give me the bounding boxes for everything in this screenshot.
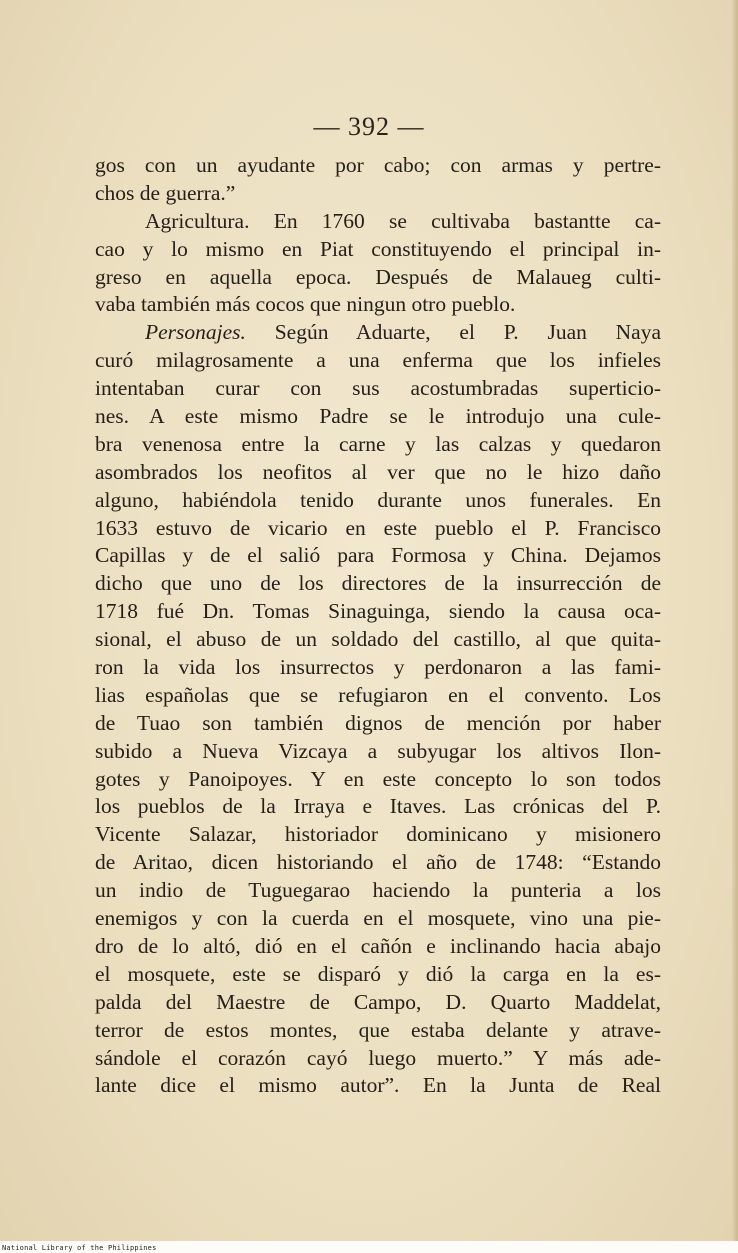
text-line (95, 208, 661, 236)
text-line (95, 1017, 661, 1045)
text-line (95, 654, 661, 682)
line-text: curó milagrosamente a una enferma que los infieles (95, 348, 661, 373)
text-line (95, 347, 661, 375)
text-line (95, 1045, 661, 1073)
body-text (95, 152, 661, 1100)
text-line (95, 570, 661, 598)
text-line (95, 542, 661, 570)
text-line (95, 431, 661, 459)
line-text: dro de lo altó, dió en el cañón e inclinando hacia abajo (95, 933, 661, 958)
text-line (95, 319, 661, 347)
page-number: — 392 — (313, 112, 425, 141)
line-text: lias españolas que se refugiaron en el convento. Los (95, 682, 661, 707)
line-text: subido a Nueva Vizcaya a subyugar los altivos Ilon- (95, 738, 661, 763)
line-text: Agricultura. En 1760 se cultivaba bastantte ca- (145, 208, 661, 233)
text-line (95, 682, 661, 710)
text-line (95, 961, 661, 989)
line-text: Capillas y de el salió para Formosa y China. Dejamos (95, 543, 661, 568)
line-text: gos con un ayudante por cabo; con armas y pertre- (95, 153, 661, 177)
text-line (95, 626, 661, 654)
line-text: cao y lo mismo en Piat constituyendo el principal in- (95, 236, 661, 261)
line-text: los pueblos de la Irraya e Itaves. Las crónicas del P. (95, 794, 661, 819)
text-line (95, 598, 661, 626)
text-line (95, 236, 661, 264)
line-text: greso en aquella epoca. Después de Malaueg culti- (95, 264, 661, 289)
text-line (95, 989, 661, 1017)
line-text: dicho que uno de los directores de la insurrección de (95, 571, 661, 596)
text-line (95, 710, 661, 738)
line-text: un indio de Tuguegarao haciendo la punteria a los (95, 878, 661, 903)
text-line (95, 291, 661, 319)
text-line (95, 487, 661, 515)
line-text: 1633 estuvo de vicario en este pueblo el P. Francisco (95, 515, 661, 540)
text-line (95, 1072, 661, 1100)
line-text: bra venenosa entre la carne y las calzas y quedaron (95, 431, 661, 456)
text-line (95, 877, 661, 905)
line-text: terror de estos montes, que estaba delante y atrave- (95, 1017, 661, 1042)
text-line (95, 849, 661, 877)
line-text: intentaban curar con sus acostumbradas superticio- (95, 376, 661, 401)
text-line (95, 180, 661, 208)
line-text: vaba también más cocos que ningun otro pueblo. (95, 292, 516, 317)
text-line (95, 905, 661, 933)
line-text: palda del Maestre de Campo, D. Quarto Maddelat, (95, 989, 661, 1014)
line-text: ron la vida los insurrectos y perdonaron a las fami- (95, 655, 661, 680)
line-text: alguno, habiéndola tenido durante unos funerales. En (95, 487, 661, 512)
line-text: gotes y Panoipoyes. Y en este concepto lo son todos (95, 766, 661, 791)
text-line (95, 793, 661, 821)
line-text: Vicente Salazar, historiador dominicano y misionero (95, 822, 661, 847)
text-line (95, 933, 661, 961)
line-text: sional, el abuso de un soldado del castillo, al que quita- (95, 627, 661, 652)
text-line (95, 766, 661, 794)
page-edge-shadow (732, 0, 738, 1241)
text-line (95, 515, 661, 543)
text-line (95, 738, 661, 766)
text-line (95, 821, 661, 849)
line-text: enemigos y con la cuerda en el mosquete, vino una pie- (95, 906, 661, 931)
text-line (95, 403, 661, 431)
line-text: Según Aduarte, el P. Juan Naya (245, 320, 661, 345)
line-text: asombrados los neofitos al ver que no le hizo daño (95, 459, 661, 484)
text-line (95, 375, 661, 403)
text-line (95, 459, 661, 487)
line-text: de Tuao son también dignos de mención por haber (95, 710, 661, 735)
section-heading: Personajes. (145, 320, 246, 345)
text-line (95, 264, 661, 292)
line-text: el mosquete, este se disparó y dió la carga en la es- (95, 961, 661, 986)
text-line (95, 152, 661, 180)
line-text: nes. A este mismo Padre se le introdujo una cule- (95, 404, 661, 429)
footer-credit: National Library of the Philippines (2, 1244, 157, 1252)
line-text: lante dice el mismo autor”. En la Junta de Real (95, 1073, 661, 1098)
line-text: de Aritao, dicen historiando el año de 1748: “Estando (95, 850, 661, 875)
line-text: 1718 fué Dn. Tomas Sinaguinga, siendo la causa oca- (95, 599, 661, 624)
line-text: sándole el corazón cayó luego muerto.” Y más ade- (95, 1045, 661, 1070)
line-text: chos de guerra.” (95, 180, 236, 205)
